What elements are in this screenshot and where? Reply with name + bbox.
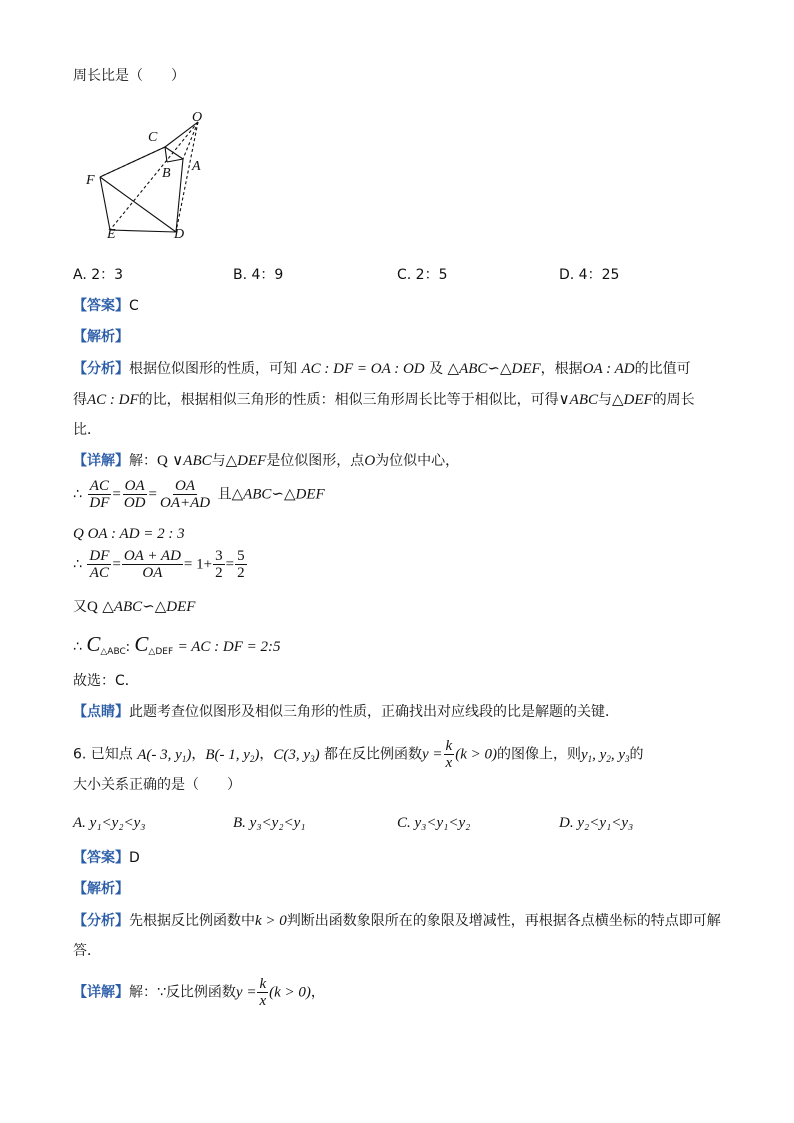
q6-stem-line-1: 6. 已知点 A(- 3, $y_1$)，B(- 1, $y_2$)，C(3, $y_3$) 都在反比例函数y = $\frac{k}{x}$ (k > 0)的图像上，则$y_1$, $y_2$, $y_3$的: [73, 738, 644, 771]
answer-tag: 【答案】: [73, 298, 129, 314]
therefore-symbol: ∴: [73, 556, 82, 573]
math: △DEF: [225, 453, 267, 469]
q6-option-d[interactable]: D. y₂<y₁<y₃: [559, 815, 634, 831]
equation-4: ∴ $C_{\triangle ABC}$: $C_{\triangle DEF}$ = AC : DF = 2:5: [73, 632, 281, 657]
fenxi-tag: 【分析】: [73, 361, 129, 377]
q6-option-a[interactable]: A. y₁<y₂<y₃: [73, 815, 146, 831]
question-stem-tail: 周长比是（ ）: [73, 68, 185, 84]
q6-fenxi-line-1: 【分析】先根据反比例函数中k > 0判断出函数象限所在的象限及增减性，再根据各点横坐标的特点即可解: [73, 913, 721, 929]
answer-value: D: [129, 850, 140, 866]
math: ∨ABC: [172, 453, 212, 469]
answer-line: [73, 298, 139, 315]
label-B: B: [162, 166, 171, 181]
text: 根据位似图形的性质，可知: [129, 361, 297, 377]
text: 又: [73, 599, 87, 615]
equation-2: Q OA : AD = 2 : 3: [73, 526, 185, 542]
fraction: $\frac{OA}{OD}$: [123, 478, 146, 511]
fraction: $\frac{DF}{AC}$: [89, 548, 110, 581]
dianjing-tag: 【点睛】: [73, 704, 129, 720]
q6-option-b[interactable]: B. y₃<y₂<y₁: [233, 815, 306, 831]
text: 与: [211, 453, 226, 469]
fenxi-tag: 【分析】: [73, 913, 129, 929]
math: △ABC∽△DEF: [231, 486, 325, 503]
math: Q: [157, 453, 168, 469]
text: 的比，根据相似三角形的性质：相似三角形周长比等于相似比，可得: [138, 392, 559, 408]
text: 为位似中心，: [375, 453, 460, 469]
label-O: O: [192, 110, 203, 125]
fraction: $\frac{k}{x}$: [259, 976, 267, 1009]
math: ∨ABC: [558, 392, 598, 408]
xiangjie-line-1: [73, 452, 459, 470]
math: △ABC∽△DEF: [102, 599, 196, 615]
q6-option-c[interactable]: C. y₃<y₁<y₂: [397, 815, 471, 831]
text: 及: [429, 361, 444, 377]
q6-xiangjie-line: 【详解】解：∵反比例函数y = $\frac{k}{x}$ (k > 0)，: [73, 976, 325, 1009]
equation-1: ∴ $\frac{AC}{DF}$ = $\frac{OA}{OD}$ = $\frac{OA}{OA+AD}$ 且△ABC∽△DEF: [73, 478, 325, 511]
text: 得: [73, 392, 87, 408]
q6-analysis-tag: 【解析】: [73, 881, 129, 897]
answer-tag: 【答案】: [73, 850, 129, 866]
text: 与: [597, 392, 612, 408]
fraction: $\frac{OA + AD}{OA}$: [123, 548, 181, 581]
fraction: $\frac{AC}{DF}$: [89, 478, 110, 511]
text: 解：: [129, 453, 157, 469]
label-E: E: [107, 227, 116, 242]
xiangjie-tag: 【详解】: [73, 453, 129, 469]
math: O: [364, 453, 376, 469]
equation-3: ∴ $\frac{DF}{AC}$ = $\frac{OA + AD}{OA}$ = 1+ $\frac{3}{2}$ = $\frac{5}{2}$: [73, 548, 245, 581]
math: OA : AD: [582, 361, 635, 377]
q6-fenxi-line-2: 答．: [73, 943, 101, 959]
text: 此题考查位似图形及相似三角形的性质，正确找出对应线段的比是解题的关键．: [129, 704, 619, 720]
text: ，根据: [540, 361, 583, 377]
analysis-label: 【解析】: [73, 329, 129, 345]
q6-stem-line-2: 大小关系正确的是（ ）: [73, 777, 241, 793]
text: 是位似图形，点: [266, 453, 365, 469]
fenxi-line-3: 比．: [73, 422, 101, 438]
math: △DEF: [611, 392, 653, 408]
fraction: $\frac{OA}{OA+AD}$: [159, 478, 211, 511]
option-c[interactable]: C. 2：5: [397, 267, 448, 283]
therefore-symbol: ∴: [73, 639, 82, 655]
math: Q: [87, 599, 98, 615]
text: 的周长: [652, 392, 695, 408]
guxuan-line: 故选：C．: [73, 673, 139, 689]
answer-value: C: [129, 298, 139, 314]
label-F: F: [86, 173, 95, 188]
fraction: $\frac{k}{x}$: [445, 738, 453, 771]
dianjing-line: [73, 704, 619, 721]
label-A: A: [192, 159, 201, 174]
q6-answer-line: [73, 850, 140, 867]
fraction: $\frac{5}{2}$: [237, 548, 245, 581]
text: 的比值可: [634, 361, 691, 377]
analysis-tag: [73, 329, 129, 346]
math: △ABC∽△DEF: [447, 361, 541, 377]
option-d[interactable]: D. 4：25: [559, 267, 620, 283]
math: AC : DF = OA : OD: [301, 361, 425, 377]
fenxi-line-1: [73, 360, 691, 378]
text: 且: [217, 486, 232, 503]
fraction: $\frac{3}{2}$: [215, 548, 223, 581]
therefore-symbol: ∴: [73, 486, 82, 503]
xiangjie-line-5: [73, 598, 195, 616]
math: AC : DF: [87, 392, 139, 408]
label-D: D: [174, 227, 185, 242]
option-a[interactable]: A. 2：3: [73, 267, 124, 283]
geometry-figure: [80, 105, 220, 245]
fenxi-line-2: [73, 391, 695, 409]
option-b[interactable]: B. 4：9: [233, 267, 284, 283]
label-C: C: [148, 130, 158, 145]
xiangjie-tag: 【详解】: [73, 984, 129, 1001]
